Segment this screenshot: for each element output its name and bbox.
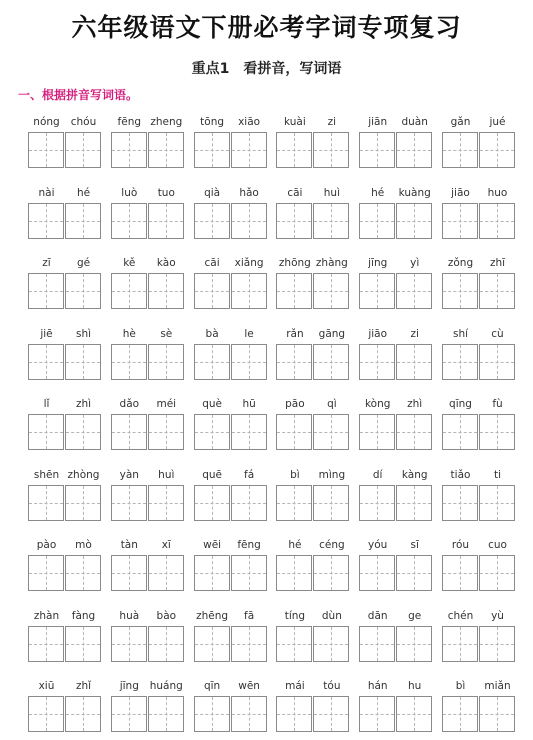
pinyin-label: yóu (368, 539, 388, 551)
word-cell (276, 187, 350, 247)
writing-box[interactable] (479, 344, 515, 380)
pinyin-label: gé (76, 257, 91, 269)
writing-box[interactable] (359, 273, 395, 309)
pinyin-label: huà (119, 609, 140, 622)
writing-box[interactable] (231, 203, 267, 239)
writing-box[interactable] (396, 555, 432, 591)
word-cell (111, 398, 185, 458)
writing-box[interactable] (276, 555, 312, 591)
word-cell (28, 398, 102, 458)
pinyin-label: mò (75, 539, 92, 551)
pinyin-label: ge (408, 609, 422, 622)
pinyin-label: zhòng (67, 468, 100, 481)
word-cell (28, 469, 102, 529)
writing-box[interactable] (194, 273, 230, 309)
pinyin-label: hé (76, 186, 91, 199)
writing-box[interactable] (28, 696, 64, 732)
pinyin-label: xī (161, 539, 171, 551)
writing-box[interactable] (111, 132, 147, 168)
pinyin-label: zi (327, 116, 337, 128)
writing-box[interactable] (313, 414, 349, 450)
pinyin-label: nóng (33, 116, 60, 128)
writing-box[interactable] (111, 555, 147, 591)
subtitle (0, 58, 533, 78)
pinyin-label: sè (160, 327, 173, 340)
writing-box[interactable] (148, 344, 184, 380)
word-row (0, 187, 533, 247)
writing-box[interactable] (231, 273, 267, 309)
pinyin-label: xiāo (238, 116, 261, 128)
writing-box[interactable] (359, 696, 395, 732)
pinyin-label: jué (489, 116, 506, 128)
pinyin-label: shì (75, 327, 92, 340)
pinyin-label: gǎn (450, 116, 471, 128)
writing-box[interactable] (313, 132, 349, 168)
pinyin-label: kuài (284, 116, 306, 128)
writing-box[interactable] (396, 132, 432, 168)
page-title: 六年级语文下册必考字词专项复习 (71, 13, 462, 42)
subtitle-part: 重点1 (191, 61, 230, 77)
writing-box[interactable] (194, 696, 230, 732)
writing-box[interactable] (359, 414, 395, 450)
writing-box[interactable] (396, 626, 432, 662)
word-row (0, 680, 533, 740)
word-cell (276, 116, 350, 176)
writing-box[interactable] (479, 555, 515, 591)
word-cell (194, 539, 268, 599)
pinyin-label: bào (156, 609, 177, 622)
pinyin-label: kàng (401, 468, 428, 481)
writing-box[interactable] (479, 132, 515, 168)
word-cell (276, 328, 350, 388)
pinyin-label: wēn (238, 680, 260, 692)
pinyin-label: dí (372, 468, 383, 481)
writing-box[interactable] (276, 626, 312, 662)
writing-box[interactable] (276, 273, 312, 309)
word-row (0, 469, 533, 529)
pinyin-label: bà (205, 327, 219, 340)
pinyin-label: fàng (71, 609, 96, 622)
writing-box[interactable] (65, 414, 101, 450)
pinyin-label: zhàn (33, 609, 60, 622)
word-row (0, 398, 533, 458)
word-cell (28, 257, 102, 317)
pinyin-label: tuo (157, 186, 175, 199)
pinyin-label: pào (36, 539, 57, 551)
word-cell (111, 680, 185, 740)
writing-box[interactable] (396, 414, 432, 450)
pinyin-label: fù (492, 398, 503, 410)
pinyin-label: huo (487, 186, 508, 199)
writing-box[interactable] (479, 273, 515, 309)
word-cell (442, 328, 516, 388)
pinyin-label: zi (410, 327, 419, 340)
word-row (0, 539, 533, 599)
word-cell (28, 328, 102, 388)
writing-box[interactable] (231, 414, 267, 450)
word-cell (194, 257, 268, 317)
word-cell (28, 539, 102, 599)
pinyin-label: kuàng (398, 186, 431, 199)
pinyin-label: yù (491, 609, 504, 622)
pinyin-label: hè (122, 327, 136, 340)
writing-box[interactable] (65, 626, 101, 662)
pinyin-label: xiū (38, 680, 55, 692)
pinyin-label: fēng (237, 539, 261, 551)
word-cell (442, 610, 516, 670)
writing-box[interactable] (65, 696, 101, 732)
writing-box[interactable] (479, 414, 515, 450)
word-cell (442, 539, 516, 599)
word-row (0, 257, 533, 317)
writing-box[interactable] (396, 344, 432, 380)
writing-box[interactable] (148, 696, 184, 732)
writing-box[interactable] (231, 344, 267, 380)
word-cell (28, 116, 102, 176)
writing-box[interactable] (276, 132, 312, 168)
word-cell (442, 187, 516, 247)
word-cell (359, 187, 433, 247)
pinyin-label: miǎn (484, 680, 511, 692)
word-cell (28, 187, 102, 247)
pinyin-label: zhēng (196, 609, 229, 622)
pinyin-label: dùn (321, 609, 342, 622)
word-cell (359, 610, 433, 670)
writing-box[interactable] (194, 132, 230, 168)
pinyin-label: zī (42, 257, 51, 269)
word-cell (359, 328, 433, 388)
word-cell (111, 328, 185, 388)
writing-box[interactable] (276, 344, 312, 380)
word-cell (276, 398, 350, 458)
word-row (0, 328, 533, 388)
writing-box[interactable] (65, 273, 101, 309)
pinyin-label: luò (121, 186, 138, 199)
pinyin-label: chén (447, 609, 474, 622)
pinyin-label: zhì (407, 398, 423, 410)
writing-box[interactable] (442, 344, 478, 380)
pinyin-label: qià (204, 186, 221, 199)
pinyin-label: bì (290, 468, 300, 481)
word-cell (194, 187, 268, 247)
word-cell (442, 116, 516, 176)
word-cell (111, 610, 185, 670)
pinyin-label: cuo (488, 539, 507, 551)
pinyin-label: nài (38, 186, 55, 199)
writing-box[interactable] (313, 696, 349, 732)
pinyin-label: mìng (318, 468, 346, 481)
pinyin-label: duàn (401, 116, 428, 128)
pinyin-label: zhì (75, 398, 92, 410)
pinyin-label: zǒng (447, 257, 474, 269)
word-cell (359, 116, 433, 176)
pinyin-label: quē (202, 468, 222, 481)
pinyin-label: wēi (203, 539, 222, 551)
writing-box[interactable] (28, 203, 64, 239)
pinyin-label: qīng (449, 398, 472, 410)
word-cell (111, 469, 185, 529)
writing-box[interactable] (28, 555, 64, 591)
pinyin-label: fā (244, 609, 255, 622)
writing-box[interactable] (396, 203, 432, 239)
writing-box[interactable] (28, 626, 64, 662)
writing-box[interactable] (231, 696, 267, 732)
word-cell (276, 539, 350, 599)
writing-box[interactable] (396, 696, 432, 732)
writing-box[interactable] (396, 273, 432, 309)
writing-box[interactable] (28, 344, 64, 380)
writing-box[interactable] (111, 485, 147, 521)
writing-box[interactable] (313, 626, 349, 662)
pinyin-label: cāi (204, 257, 220, 269)
writing-box[interactable] (276, 414, 312, 450)
word-cell (111, 539, 185, 599)
pinyin-label: céng (319, 539, 345, 551)
pinyin-label: jiē (40, 327, 53, 340)
pinyin-label: jīng (119, 680, 139, 692)
pinyin-label: tàn (120, 539, 138, 551)
writing-box[interactable] (111, 696, 147, 732)
word-cell (111, 187, 185, 247)
pinyin-label: bì (455, 680, 466, 692)
pinyin-label: fēng (117, 116, 142, 128)
writing-box[interactable] (148, 132, 184, 168)
writing-box[interactable] (231, 555, 267, 591)
writing-box[interactable] (276, 696, 312, 732)
pinyin-label: huì (158, 468, 175, 481)
pinyin-label: zhī (489, 257, 506, 269)
pinyin-label: gāng (318, 327, 346, 340)
pinyin-label: hé (288, 539, 302, 551)
word-cell (276, 257, 350, 317)
writing-box[interactable] (194, 414, 230, 450)
writing-box[interactable] (194, 626, 230, 662)
pinyin-label: qì (327, 398, 337, 410)
word-cell (442, 469, 516, 529)
pinyin-label: pāo (285, 398, 305, 410)
pinyin-label: kě (123, 257, 136, 269)
writing-box[interactable] (194, 485, 230, 521)
pinyin-label: hán (367, 680, 388, 692)
writing-box[interactable] (148, 203, 184, 239)
word-cell (194, 680, 268, 740)
word-cell (442, 257, 516, 317)
pinyin-label: zhàng (315, 257, 348, 269)
pinyin-label: lǐ (43, 398, 50, 410)
writing-box[interactable] (231, 626, 267, 662)
writing-box[interactable] (442, 485, 478, 521)
writing-box[interactable] (313, 344, 349, 380)
pinyin-label: sī (410, 539, 419, 551)
writing-box[interactable] (479, 626, 515, 662)
word-row (0, 610, 533, 670)
pinyin-label: zheng (150, 116, 183, 128)
writing-box[interactable] (111, 414, 147, 450)
pinyin-label: le (244, 327, 254, 340)
pinyin-label: cāi (287, 186, 303, 199)
writing-box[interactable] (442, 555, 478, 591)
pinyin-label: jiāo (451, 186, 470, 199)
pinyin-label: qīn (203, 680, 221, 692)
writing-box[interactable] (194, 555, 230, 591)
word-cell (276, 610, 350, 670)
word-cell (111, 257, 185, 317)
word-cell (359, 539, 433, 599)
writing-box[interactable] (442, 132, 478, 168)
writing-box[interactable] (479, 485, 515, 521)
writing-box[interactable] (276, 485, 312, 521)
pinyin-label: kào (156, 257, 176, 269)
writing-box[interactable] (65, 344, 101, 380)
word-cell (442, 680, 516, 740)
word-cell (28, 680, 102, 740)
pinyin-label: chóu (70, 116, 97, 128)
pinyin-label: hé (371, 186, 385, 199)
pinyin-label: què (202, 398, 222, 410)
pinyin-label: tíng (284, 609, 306, 622)
pinyin-label: fá (244, 468, 255, 481)
pinyin-label: shí (452, 327, 469, 340)
word-cell (276, 469, 350, 529)
writing-box[interactable] (148, 273, 184, 309)
section-heading: 一、根据拼音写词语。 (18, 88, 139, 102)
word-row (0, 116, 533, 176)
pinyin-label: mái (285, 680, 305, 692)
writing-box[interactable] (359, 203, 395, 239)
writing-box[interactable] (231, 485, 267, 521)
writing-box[interactable] (28, 414, 64, 450)
word-cell (194, 398, 268, 458)
pinyin-label: hū (242, 398, 256, 410)
pinyin-label: hǎo (239, 186, 259, 199)
word-cell (111, 116, 185, 176)
word-cell (194, 328, 268, 388)
writing-box[interactable] (479, 203, 515, 239)
writing-box[interactable] (28, 132, 64, 168)
writing-box[interactable] (359, 485, 395, 521)
pinyin-label: huáng (149, 680, 183, 692)
writing-box[interactable] (148, 626, 184, 662)
pinyin-label: jiān (368, 116, 388, 128)
writing-box[interactable] (111, 273, 147, 309)
writing-box[interactable] (313, 555, 349, 591)
writing-box[interactable] (313, 485, 349, 521)
subtitle-text: 看拼音，写词语 (243, 61, 342, 77)
pinyin-label: dǎo (119, 398, 140, 410)
pinyin-label: cù (491, 327, 504, 340)
writing-box[interactable] (111, 203, 147, 239)
writing-box[interactable] (359, 626, 395, 662)
pinyin-label: jīng (368, 257, 388, 269)
word-cell (194, 610, 268, 670)
pinyin-label: tóu (323, 680, 341, 692)
writing-box[interactable] (111, 626, 147, 662)
writing-box[interactable] (194, 344, 230, 380)
writing-box[interactable] (479, 696, 515, 732)
pinyin-label: rǎn (286, 327, 304, 340)
word-cell (359, 680, 433, 740)
pinyin-label: róu (451, 539, 470, 551)
writing-box[interactable] (359, 132, 395, 168)
pinyin-label: tōng (200, 116, 225, 128)
pinyin-label: shēn (33, 468, 60, 481)
pinyin-label: zhǐ (75, 680, 92, 692)
writing-box[interactable] (148, 555, 184, 591)
writing-box[interactable] (65, 555, 101, 591)
pinyin-label: kòng (364, 398, 391, 410)
writing-box[interactable] (65, 485, 101, 521)
writing-box[interactable] (442, 414, 478, 450)
writing-box[interactable] (148, 414, 184, 450)
word-cell (194, 116, 268, 176)
writing-box[interactable] (65, 132, 101, 168)
writing-box[interactable] (111, 344, 147, 380)
word-cell (28, 610, 102, 670)
pinyin-label: huì (323, 186, 340, 199)
word-cell (442, 398, 516, 458)
writing-box[interactable] (28, 273, 64, 309)
writing-box[interactable] (276, 203, 312, 239)
word-cell (359, 469, 433, 529)
writing-box[interactable] (442, 273, 478, 309)
pinyin-label: hu (408, 680, 422, 692)
writing-box[interactable] (313, 203, 349, 239)
pinyin-label: ti (493, 468, 502, 481)
pinyin-label: yì (410, 257, 420, 269)
writing-box[interactable] (148, 485, 184, 521)
writing-box[interactable] (359, 344, 395, 380)
pinyin-label: xiǎng (234, 257, 264, 269)
word-cell (276, 680, 350, 740)
writing-box[interactable] (313, 273, 349, 309)
pinyin-label: yàn (119, 468, 139, 481)
writing-box[interactable] (442, 626, 478, 662)
writing-box[interactable] (65, 203, 101, 239)
pinyin-label: zhōng (278, 257, 311, 269)
pinyin-label: dān (367, 609, 388, 622)
writing-box[interactable] (396, 485, 432, 521)
writing-box[interactable] (442, 696, 478, 732)
word-cell (359, 257, 433, 317)
writing-box[interactable] (359, 555, 395, 591)
writing-box[interactable] (442, 203, 478, 239)
pinyin-label: méi (156, 398, 177, 410)
pinyin-label: jiāo (368, 327, 388, 340)
word-cell (194, 469, 268, 529)
writing-box[interactable] (231, 132, 267, 168)
writing-box[interactable] (28, 485, 64, 521)
word-cell (359, 398, 433, 458)
writing-box[interactable] (194, 203, 230, 239)
pinyin-label: tiǎo (450, 468, 471, 481)
